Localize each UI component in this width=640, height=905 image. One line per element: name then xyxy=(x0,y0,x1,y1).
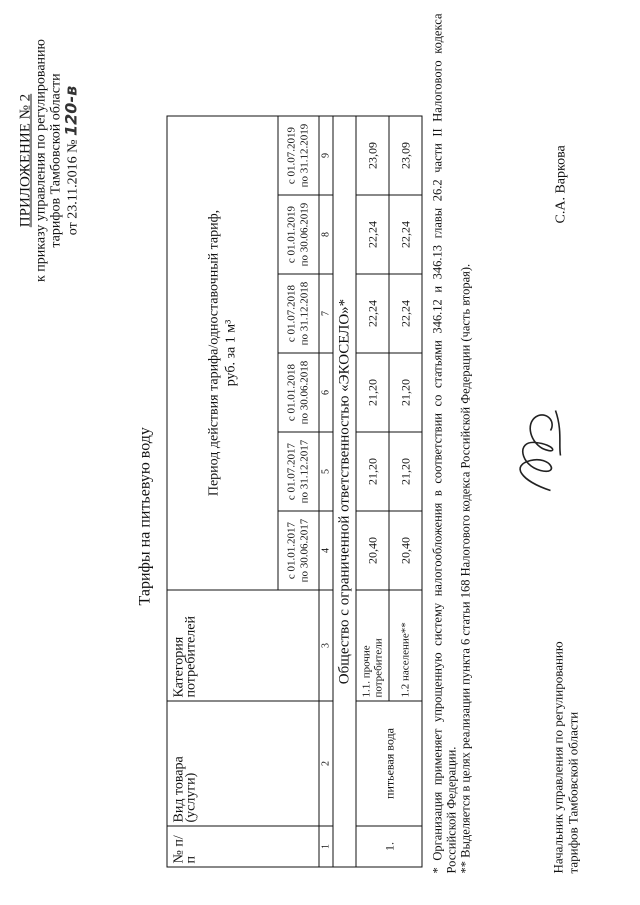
column-number: 8 xyxy=(319,195,333,274)
appendix-title: ПРИЛОЖЕНИЕ № 2 xyxy=(17,93,33,227)
value-cell: 22,24 xyxy=(356,274,389,353)
row-num: 1. xyxy=(356,826,422,867)
table-row xyxy=(356,116,389,867)
column-number-row xyxy=(319,116,333,867)
column-number: 3 xyxy=(319,590,333,701)
column-number: 6 xyxy=(319,353,333,432)
period-col-6: с 01.07.2019 по 31.12.2019 xyxy=(278,116,319,195)
header-product: Вид товара (услуги) xyxy=(167,701,319,826)
signer-position xyxy=(550,641,580,873)
tariff-table xyxy=(166,115,422,867)
value-cell: 22,24 xyxy=(389,274,422,353)
period-col-3: с 01.01.2018 по 30.06.2018 xyxy=(278,353,319,432)
document-title: Тарифы на питьевую воду xyxy=(136,426,153,605)
column-number: 4 xyxy=(319,511,333,590)
column-number: 9 xyxy=(319,116,333,195)
column-number: 5 xyxy=(319,432,333,511)
header-category: Категория потребителей xyxy=(167,590,319,701)
order-number-handwritten: 120-в xyxy=(61,85,80,136)
header-num: № п/п xyxy=(167,826,319,867)
period-col-4: с 01.07.2018 по 31.12.2018 xyxy=(278,274,319,353)
appendix-line-1: к приказу управления по регулированию xyxy=(33,38,48,282)
column-number: 2 xyxy=(319,701,333,826)
value-cell: 23,09 xyxy=(389,116,422,195)
value-cell: 20,40 xyxy=(389,511,422,590)
appendix-header xyxy=(18,15,80,305)
period-col-2: с 01.07.2017 по 31.12.2017 xyxy=(278,432,319,511)
header-period xyxy=(167,116,278,590)
period-col-1: с 01.01.2017 по 30.06.2017 xyxy=(278,511,319,590)
signer-position-line-2: тарифов Тамбовской области xyxy=(565,711,580,873)
value-cell: 20,40 xyxy=(356,511,389,590)
appendix-line-3 xyxy=(63,15,80,305)
organization-name: Общество с ограниченной ответственностью «ЭКОСЕЛО»* xyxy=(333,116,356,867)
row-category: 1.1. прочие потребители xyxy=(356,590,389,701)
header-period-line-2: руб. за 1 м³ xyxy=(223,319,238,386)
value-cell: 21,20 xyxy=(356,432,389,511)
column-number: 7 xyxy=(319,274,333,353)
row-product: питьевая вода xyxy=(356,701,422,826)
footnote-2: ** Выделяется в целях реализации пункта 6 статьи 168 Налогового кодекса Российской Федерации (часть вторая). xyxy=(458,263,472,873)
header-period-line-1: Период действия тарифа/одноставочный тариф, xyxy=(206,209,221,496)
value-cell: 22,24 xyxy=(389,195,422,274)
appendix-line-2: тарифов Тамбовской области xyxy=(48,72,63,248)
signer-position-line-1: Начальник управления по регулированию xyxy=(550,640,565,873)
row-category: 1.2 население** xyxy=(389,590,422,701)
period-col-5: с 01.01.2019 по 30.06.2019 xyxy=(278,195,319,274)
value-cell: 21,20 xyxy=(389,432,422,511)
value-cell: 21,20 xyxy=(389,353,422,432)
value-cell: 23,09 xyxy=(356,116,389,195)
column-number: 1 xyxy=(319,826,333,867)
footnote-1: * Организация применяет упрощенную систему налогообложения в соответствии со статьями 346.12 и 346.13 главы 26.2 части II Налогового кодекса Российской Федерации. xyxy=(430,13,458,873)
value-cell: 21,20 xyxy=(356,353,389,432)
handwritten-signature xyxy=(500,390,570,510)
appendix-date: от 23.11.2016 № xyxy=(65,138,80,235)
footnotes xyxy=(430,13,472,873)
value-cell: 22,24 xyxy=(356,195,389,274)
signer-name: С.А. Варкова xyxy=(553,144,568,223)
